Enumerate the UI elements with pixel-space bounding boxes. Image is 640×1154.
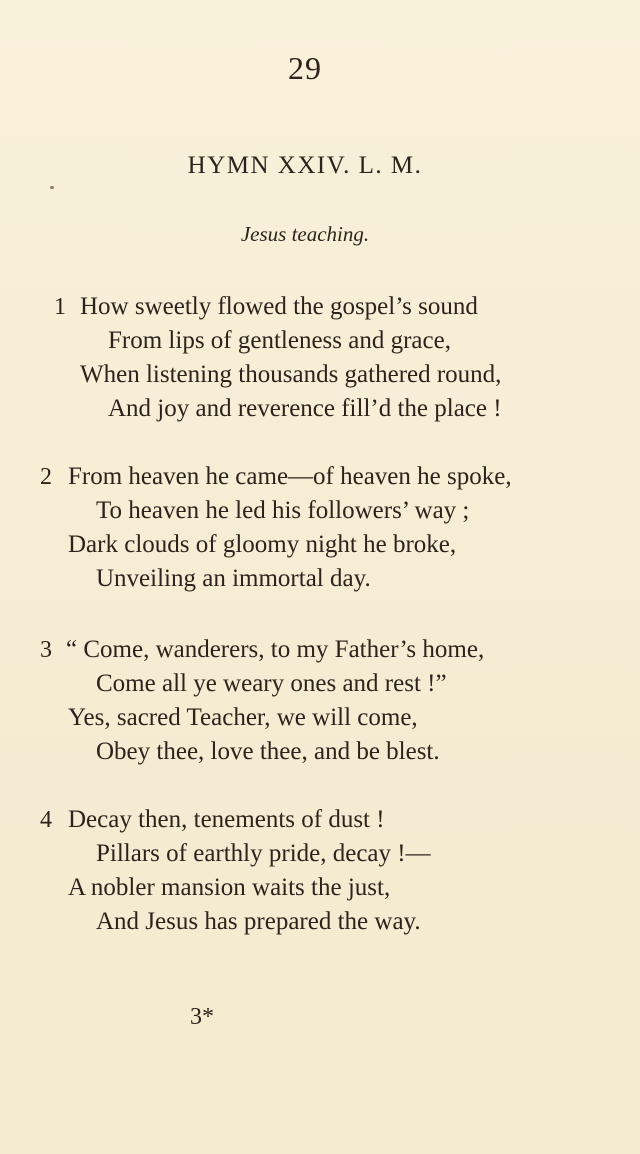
verse-line: From heaven he came—of heaven he spoke,: [68, 463, 512, 490]
stanza-number: 4: [40, 807, 52, 833]
ink-speck: [50, 186, 54, 189]
verse-line: Dark clouds of gloomy night he broke,: [68, 531, 457, 558]
verse-line: Decay then, tenements of dust !: [68, 806, 385, 833]
verse-line: To heaven he led his followers’ way ;: [96, 497, 470, 524]
hymn-title: HYMN XXIV. L. M.: [187, 152, 423, 179]
verse-line: Yes, sacred Teacher, we will come,: [68, 704, 418, 731]
verse-line: A nobler mansion waits the just,: [68, 874, 391, 901]
verse-line: And joy and reverence fill’d the place !: [108, 395, 502, 422]
verse-line: And Jesus has prepared the way.: [96, 908, 421, 935]
verse-line: Unveiling an immortal day.: [96, 565, 371, 592]
stanza-number: 3: [40, 637, 52, 663]
verse-line: Come all ye weary ones and rest !”: [96, 670, 447, 697]
signature-mark: 3*: [190, 1004, 214, 1030]
verse-line: Obey thee, love thee, and be blest.: [96, 738, 440, 765]
verse-line: When listening thousands gathered round,: [80, 361, 502, 388]
verse-line: “ Come, wanderers, to my Father’s home,: [66, 636, 485, 663]
verse-line: From lips of gentleness and grace,: [108, 327, 451, 354]
verse-line: Pillars of earthly pride, decay !—: [96, 840, 431, 867]
verse-line: How sweetly flowed the gospel’s sound: [80, 293, 478, 320]
stanza-number: 1: [54, 294, 66, 320]
hymn-subtitle: Jesus teaching.: [240, 222, 370, 246]
page-number: 29: [288, 50, 322, 86]
stanza-number: 2: [40, 464, 52, 490]
